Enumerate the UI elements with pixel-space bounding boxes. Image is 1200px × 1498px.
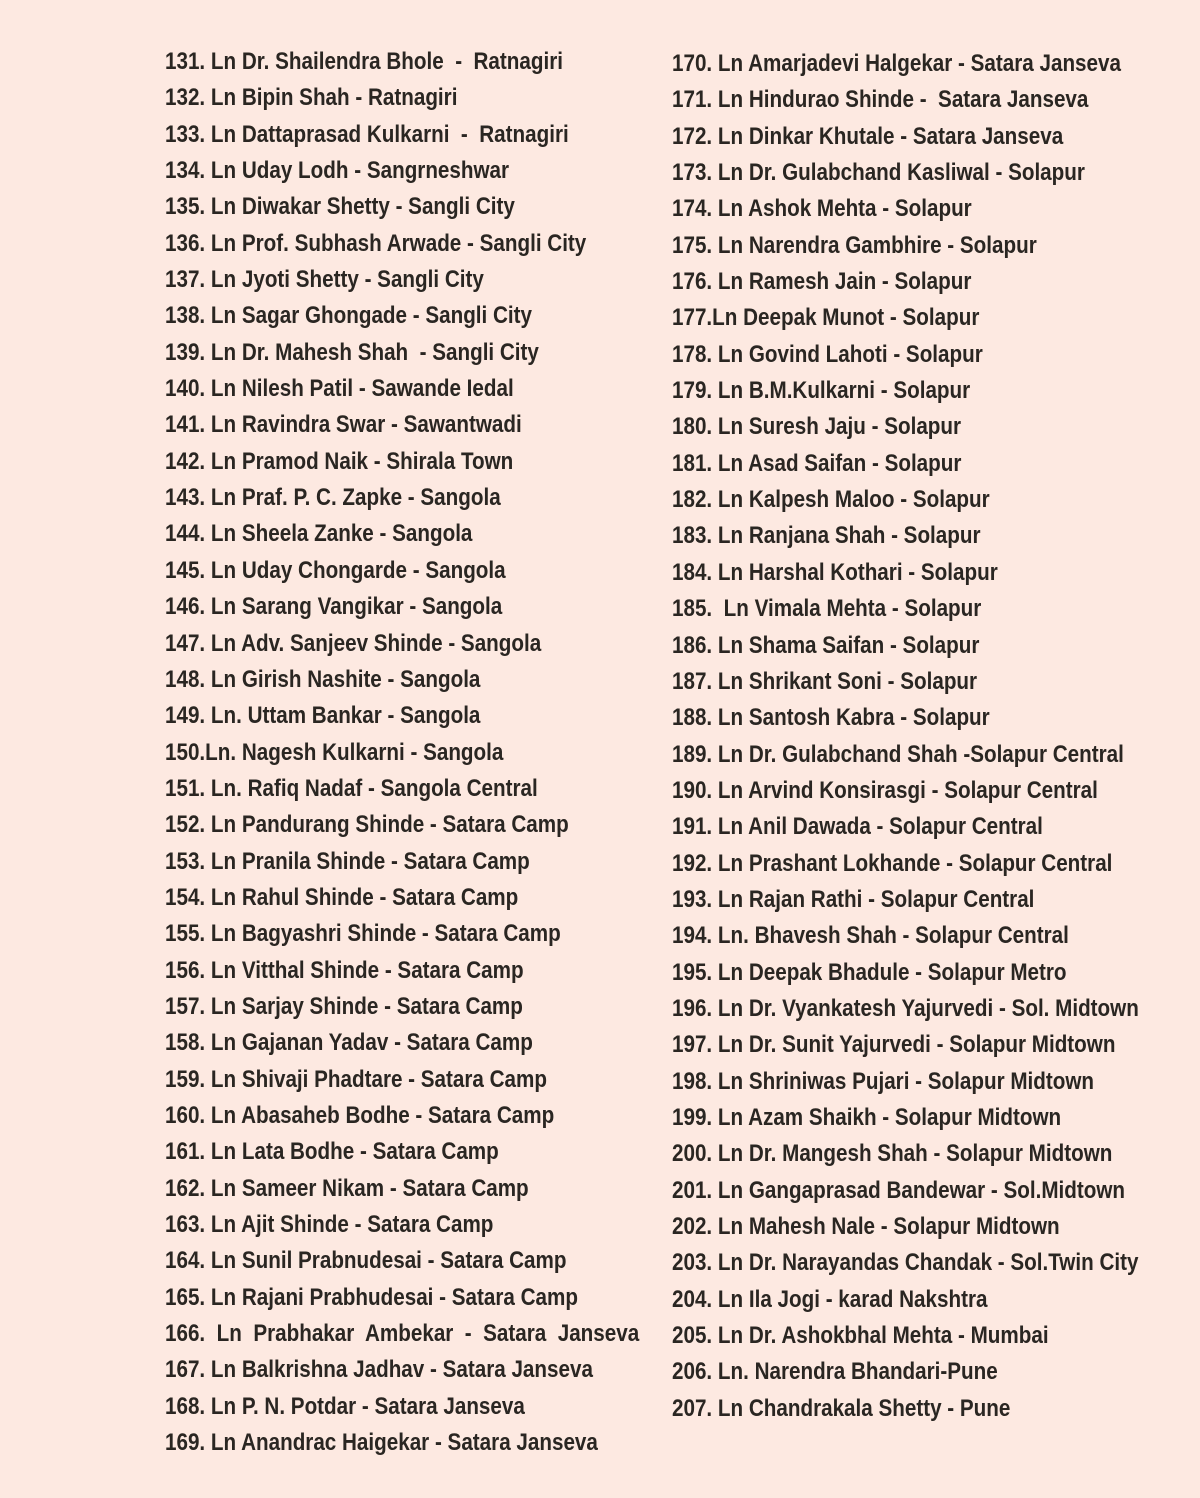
list-column-right <box>672 46 1139 1427</box>
list-item: 207. Ln Chandrakala Shetty - Pune <box>672 1394 1011 1422</box>
list-item: 164. Ln Sunil Prabnudesai - Satara Camp <box>165 1247 567 1275</box>
list-item: 194. Ln. Bhavesh Shah - Solapur Central <box>672 922 1069 950</box>
list-item: 175. Ln Narendra Gambhire - Solapur <box>672 231 1037 259</box>
list-item: 191. Ln Anil Dawada - Solapur Central <box>672 813 1043 841</box>
list-item: 168. Ln P. N. Potdar - Satara Janseva <box>165 1392 525 1420</box>
list-item: 162. Ln Sameer Nikam - Satara Camp <box>165 1174 529 1202</box>
list-item: 202. Ln Mahesh Nale - Solapur Midtown <box>672 1213 1060 1240</box>
list-item: 157. Ln Sarjay Shinde - Satara Camp <box>165 992 523 1020</box>
list-item: 159. Ln Shivaji Phadtare - Satara Camp <box>165 1065 547 1093</box>
list-item: 203. Ln Dr. Narayandas Chandak - Sol.Twin City <box>672 1249 1139 1277</box>
list-item: 155. Ln Bagyashri Shinde - Satara Camp <box>165 920 561 948</box>
list-item: 177.Ln Deepak Munot - Solapur <box>672 304 980 332</box>
list-item: 172. Ln Dinkar Khutale - Satara Janseva <box>672 122 1064 150</box>
list-item: 205. Ln Dr. Ashokbhal Mehta - Mumbai <box>672 1322 1049 1350</box>
list-item: 178. Ln Govind Lahoti - Solapur <box>672 340 983 368</box>
list-item: 150.Ln. Nagesh Kulkarni - Sangola <box>165 738 504 766</box>
list-item: 134. Ln Uday Lodh - Sangrneshwar <box>165 157 510 185</box>
list-item: 166. Ln Prabhakar Ambekar - Satara Janseva <box>165 1320 640 1348</box>
list-item: 167. Ln Balkrishna Jadhav - Satara Janseva <box>165 1356 593 1384</box>
list-item: 190. Ln Arvind Konsirasgi - Solapur Central <box>672 776 1098 804</box>
list-item: 135. Ln Diwakar Shetty - Sangli City <box>165 193 515 221</box>
list-item: 144. Ln Sheela Zanke - Sangola <box>165 520 473 548</box>
list-item: 206. Ln. Narendra Bhandari-Pune <box>672 1358 998 1386</box>
list-item: 169. Ln Anandrac Haigekar - Satara Janseva <box>165 1429 598 1457</box>
list-item: 189. Ln Dr. Gulabchand Shah -Solapur Central <box>672 740 1124 768</box>
list-item: 152. Ln Pandurang Shinde - Satara Camp <box>165 811 569 839</box>
list-item: 148. Ln Girish Nashite - Sangola <box>165 665 481 693</box>
list-item: 201. Ln Gangaprasad Bandewar - Sol.Midtown <box>672 1176 1126 1204</box>
list-item: 192. Ln Prashant Lokhande - Solapur Central <box>672 849 1113 877</box>
list-item: 141. Ln Ravindra Swar - Sawantwadi <box>165 411 522 439</box>
list-item: 158. Ln Gajanan Yadav - Satara Camp <box>165 1029 533 1057</box>
list-item: 154. Ln Rahul Shinde - Satara Camp <box>165 883 519 911</box>
list-item: 184. Ln Harshal Kothari - Solapur <box>672 558 998 586</box>
list-item: 176. Ln Ramesh Jain - Solapur <box>672 268 972 296</box>
list-item: 182. Ln Kalpesh Maloo - Solapur <box>672 486 990 514</box>
list-item: 139. Ln Dr. Mahesh Shah - Sangli City <box>165 338 539 366</box>
list-item: 196. Ln Dr. Vyankatesh Yajurvedi - Sol. Midtown <box>672 994 1139 1022</box>
list-item: 181. Ln Asad Saifan - Solapur <box>672 449 962 477</box>
list-item: 193. Ln Rajan Rathi - Solapur Central <box>672 885 1035 913</box>
list-item: 170. Ln Amarjadevi Halgekar - Satara Janseva <box>672 50 1121 77</box>
list-item: 147. Ln Adv. Sanjeev Shinde - Sangola <box>165 629 542 657</box>
list-item: 183. Ln Ranjana Shah - Solapur <box>672 522 981 550</box>
list-item: 180. Ln Suresh Jaju - Solapur <box>672 413 962 441</box>
list-item: 174. Ln Ashok Mehta - Solapur <box>672 195 972 223</box>
list-item: 188. Ln Santosh Kabra - Solapur <box>672 704 990 732</box>
list-item: 173. Ln Dr. Gulabchand Kasliwal - Solapur <box>672 159 1085 187</box>
list-item: 137. Ln Jyoti Shetty - Sangli City <box>165 266 484 294</box>
list-item: 185. Ln Vimala Mehta - Solapur <box>672 595 982 623</box>
list-item: 133. Ln Dattaprasad Kulkarni - Ratnagiri <box>165 120 569 148</box>
list-item: 197. Ln Dr. Sunit Yajurvedi - Solapur Midtown <box>672 1031 1116 1059</box>
list-item: 145. Ln Uday Chongarde - Sangola <box>165 556 506 584</box>
list-item: 138. Ln Sagar Ghongade - Sangli City <box>165 302 533 330</box>
list-item: 143. Ln Praf. P. C. Zapke - Sangola <box>165 484 501 512</box>
list-item: 163. Ln Ajit Shinde - Satara Camp <box>165 1211 494 1238</box>
list-item: 200. Ln Dr. Mangesh Shah - Solapur Midtown <box>672 1140 1113 1168</box>
list-item: 132. Ln Bipin Shah - Ratnagiri <box>165 84 458 112</box>
list-item: 136. Ln Prof. Subhash Arwade - Sangli City <box>165 229 587 257</box>
list-item: 199. Ln Azam Shaikh - Solapur Midtown <box>672 1103 1062 1131</box>
list-item: 161. Ln Lata Bodhe - Satara Camp <box>165 1138 499 1166</box>
list-item: 198. Ln Shriniwas Pujari - Solapur Midtown <box>672 1067 1095 1095</box>
list-item: 204. Ln Ila Jogi - karad Nakshtra <box>672 1285 988 1313</box>
list-item: 171. Ln Hindurao Shinde - Satara Janseva <box>672 86 1089 114</box>
list-column-left <box>165 44 639 1461</box>
list-item: 142. Ln Pramod Naik - Shirala Town <box>165 447 514 475</box>
list-item: 140. Ln Nilesh Patil - Sawande Iedal <box>165 375 514 403</box>
list-item: 146. Ln Sarang Vangikar - Sangola <box>165 593 503 621</box>
list-item: 153. Ln Pranila Shinde - Satara Camp <box>165 847 530 875</box>
list-item: 165. Ln Rajani Prabhudesai - Satara Camp <box>165 1283 578 1311</box>
list-item: 149. Ln. Uttam Bankar - Sangola <box>165 702 481 730</box>
list-item: 179. Ln B.M.Kulkarni - Solapur <box>672 377 971 405</box>
list-item: 187. Ln Shrikant Soni - Solapur <box>672 667 978 695</box>
list-item: 160. Ln Abasaheb Bodhe - Satara Camp <box>165 1101 555 1129</box>
list-item: 131. Ln Dr. Shailendra Bhole - Ratnagiri <box>165 48 563 75</box>
list-item: 151. Ln. Rafiq Nadaf - Sangola Central <box>165 774 538 802</box>
list-item: 186. Ln Shama Saifan - Solapur <box>672 631 980 659</box>
list-item: 195. Ln Deepak Bhadule - Solapur Metro <box>672 958 1067 986</box>
list-item: 156. Ln Vitthal Shinde - Satara Camp <box>165 956 524 984</box>
